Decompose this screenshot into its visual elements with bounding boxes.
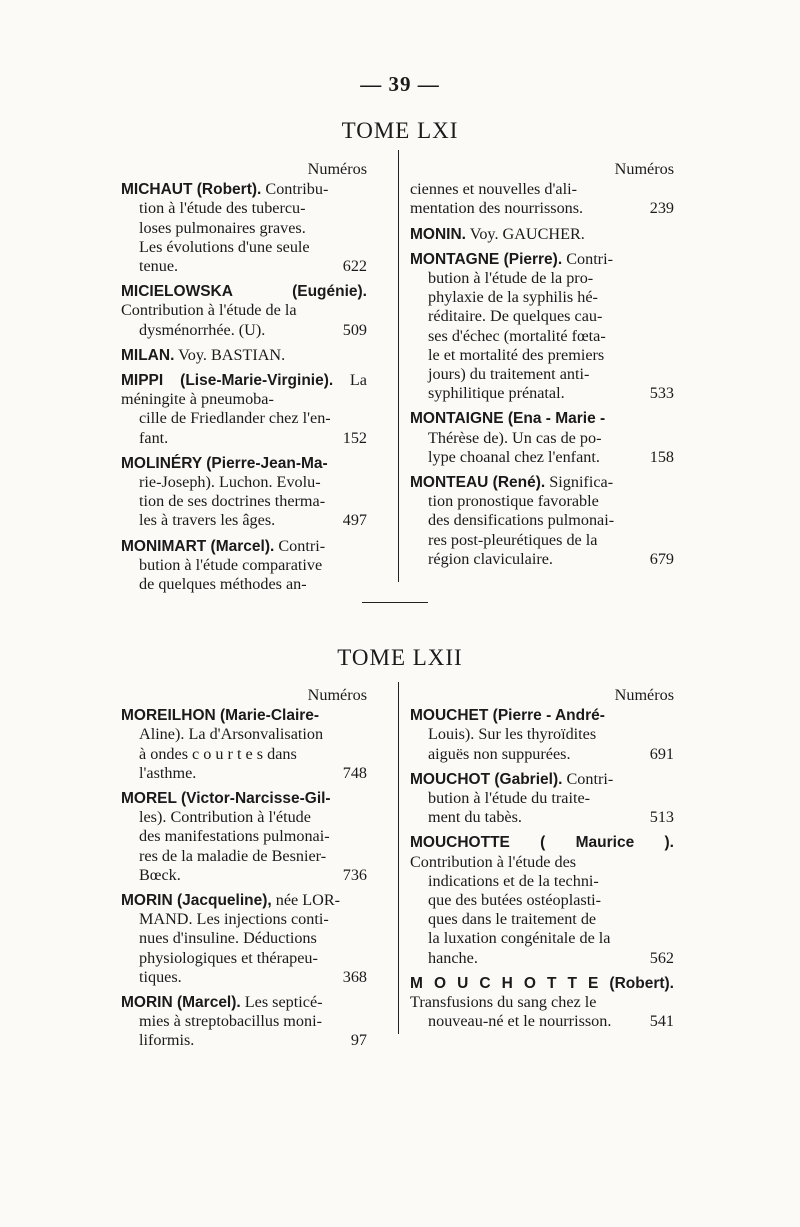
- entry-number: 736: [342, 865, 367, 884]
- entry-author: MILAN.: [121, 346, 175, 364]
- index-entry: MOUCHOTTE ( Maurice ). Contribution à l'étude des indications et de la techni- que des butées ostéoplasti- ques dans le traitement de la luxation congénitale de la 562 hanche.: [410, 834, 674, 967]
- page-number: — 39 —: [360, 72, 440, 96]
- entry-author: MOREL (Victor-Narcisse-Gil-: [121, 790, 331, 808]
- entry-number: 748: [342, 763, 367, 782]
- index-entry: MONTAIGNE (Ena - Marie - Thérèse de). Un cas de po- 158 lype choanal chez l'enfant.: [410, 410, 674, 466]
- entry-author: MONTEAU (René).: [410, 474, 546, 492]
- tome-lxi-divider: [398, 150, 399, 582]
- index-entry: MICHAUT (Robert). Contribu- tion à l'étude des tubercu- loses pulmonaires graves. Les évolutions d'une seule 622 tenue.: [121, 180, 367, 276]
- entry-author: MONTAGNE (Pierre).: [410, 250, 563, 268]
- entry-number: 97: [350, 1031, 367, 1050]
- numeros-header: Numéros: [614, 160, 674, 178]
- tome-lxi-right-column: [410, 160, 674, 575]
- tome-lxii-title: TOME LXII: [337, 645, 463, 670]
- entry-number: 562: [649, 948, 674, 967]
- entry-author: MICIELOWSKA (Eugénie).: [121, 283, 367, 301]
- entry-author: M O U C H O T T E (Robert).: [410, 974, 674, 992]
- entry-author: MOLINÉRY (Pierre-Jean-Ma-: [121, 454, 328, 472]
- entry-number: 158: [649, 447, 674, 466]
- entry-author: MONIMART (Marcel).: [121, 537, 275, 555]
- entry-number: 509: [342, 320, 367, 339]
- index-entry: MONIMART (Marcel). Contri- bution à l'étude comparative de quelques méthodes an-: [121, 536, 326, 594]
- numeros-header: Numéros: [307, 160, 367, 178]
- index-entry: MONTAGNE (Pierre). Contri- bution à l'étude de la pro- phylaxie de la syphilis hé- réditaire. De quelques cau- ses d'échec (mortalité fœta- le et mortalité des premiers jours) du traitement anti- 533 syphilitique prénatal.: [410, 249, 674, 403]
- numeros-header: Numéros: [614, 686, 674, 704]
- tome-lxii-left-column: [121, 686, 367, 1057]
- entry-number: 541: [649, 1012, 674, 1031]
- entry-author: MOREILHON (Marie-Claire-: [121, 707, 320, 725]
- tome-lxi-left-column: [121, 160, 367, 600]
- entry-number: 679: [649, 549, 674, 568]
- entry-number: 239: [649, 199, 674, 218]
- index-entry: MILAN. Voy. BASTIAN.: [121, 345, 286, 364]
- tome-lxii-divider: [398, 682, 399, 1034]
- index-entry: MOUCHOT (Gabriel). Contri- bution à l'étude du traite- 513 ment du tabès.: [410, 769, 674, 827]
- section-separator: [362, 602, 428, 603]
- index-entry: MOREILHON (Marie-Claire- Aline). La d'Arsonvalisation à ondes c o u r t e s dans 748 l'asthme.: [121, 707, 367, 782]
- entry-author: MONIN.: [410, 225, 466, 243]
- entry-number: 368: [342, 967, 367, 986]
- tome-lxi-title: TOME LXI: [341, 118, 459, 143]
- numeros-header: Numéros: [307, 686, 367, 704]
- entry-number: 691: [649, 744, 674, 763]
- tome-lxii-right-column: [410, 686, 674, 1037]
- entry-author: MOUCHET (Pierre - André-: [410, 707, 605, 725]
- index-entry: MORIN (Marcel). Les septicé- mies à streptobacillus moni- 97 liformis.: [121, 993, 367, 1050]
- entry-author: MOUCHOT (Gabriel).: [410, 770, 563, 788]
- entry-author: MONTAIGNE (Ena - Marie -: [410, 410, 606, 428]
- index-entry: MOREL (Victor-Narcisse-Gil- les). Contribution à l'étude des manifestations pulmonai- res de la maladie de Besnier- 736 Bœck.: [121, 790, 367, 884]
- index-entry: MOUCHET (Pierre - André- Louis). Sur les thyroïdites 691 aiguës non suppurées.: [410, 707, 674, 763]
- entry-author: MORIN (Jacqueline),: [121, 892, 272, 910]
- index-entry: ciennes et nouvelles d'ali- 239 mentation des nourrissons.: [410, 180, 674, 218]
- entry-number: 622: [342, 257, 367, 276]
- entry-author: MOUCHOTTE ( Maurice ).: [410, 834, 674, 852]
- index-entry: MONTEAU (René). Significa- tion pronostique favorable des densifications pulmonai- res post-pleurétiques de la 679 région claviculaire.: [410, 473, 674, 568]
- index-entry: M O U C H O T T E (Robert). Transfusions du sang chez le 541 nouveau-né et le nourrisson.: [410, 974, 674, 1031]
- entry-author: MICHAUT (Robert).: [121, 181, 262, 199]
- index-entry: MIPPI (Lise-Marie-Virginie). La méningite à pneumoba- cille de Friedlander chez l'en- 152 fant.: [121, 371, 367, 447]
- index-entry: MOLINÉRY (Pierre-Jean-Ma- rie-Joseph). Luchon. Evolu- tion de ses doctrines therma- 497 les à travers les âges.: [121, 454, 367, 530]
- index-entry: MICIELOWSKA (Eugénie). Contribution à l'étude de la 509 dysménorrhée. (U).: [121, 283, 367, 339]
- index-entry: MORIN (Jacqueline), née LOR- MAND. Les injections conti- nues d'insuline. Déductions physiologiques et thérapeu- 368 tiques.: [121, 891, 367, 986]
- entry-number: 152: [342, 428, 367, 447]
- entry-number: 513: [649, 808, 674, 827]
- index-entry: MONIN. Voy. GAUCHER.: [410, 224, 585, 243]
- entry-number: 533: [649, 384, 674, 403]
- entry-number: 497: [342, 511, 367, 530]
- entry-author: MIPPI (Lise-Marie-Virginie).: [121, 372, 334, 390]
- entry-author: MORIN (Marcel).: [121, 994, 241, 1012]
